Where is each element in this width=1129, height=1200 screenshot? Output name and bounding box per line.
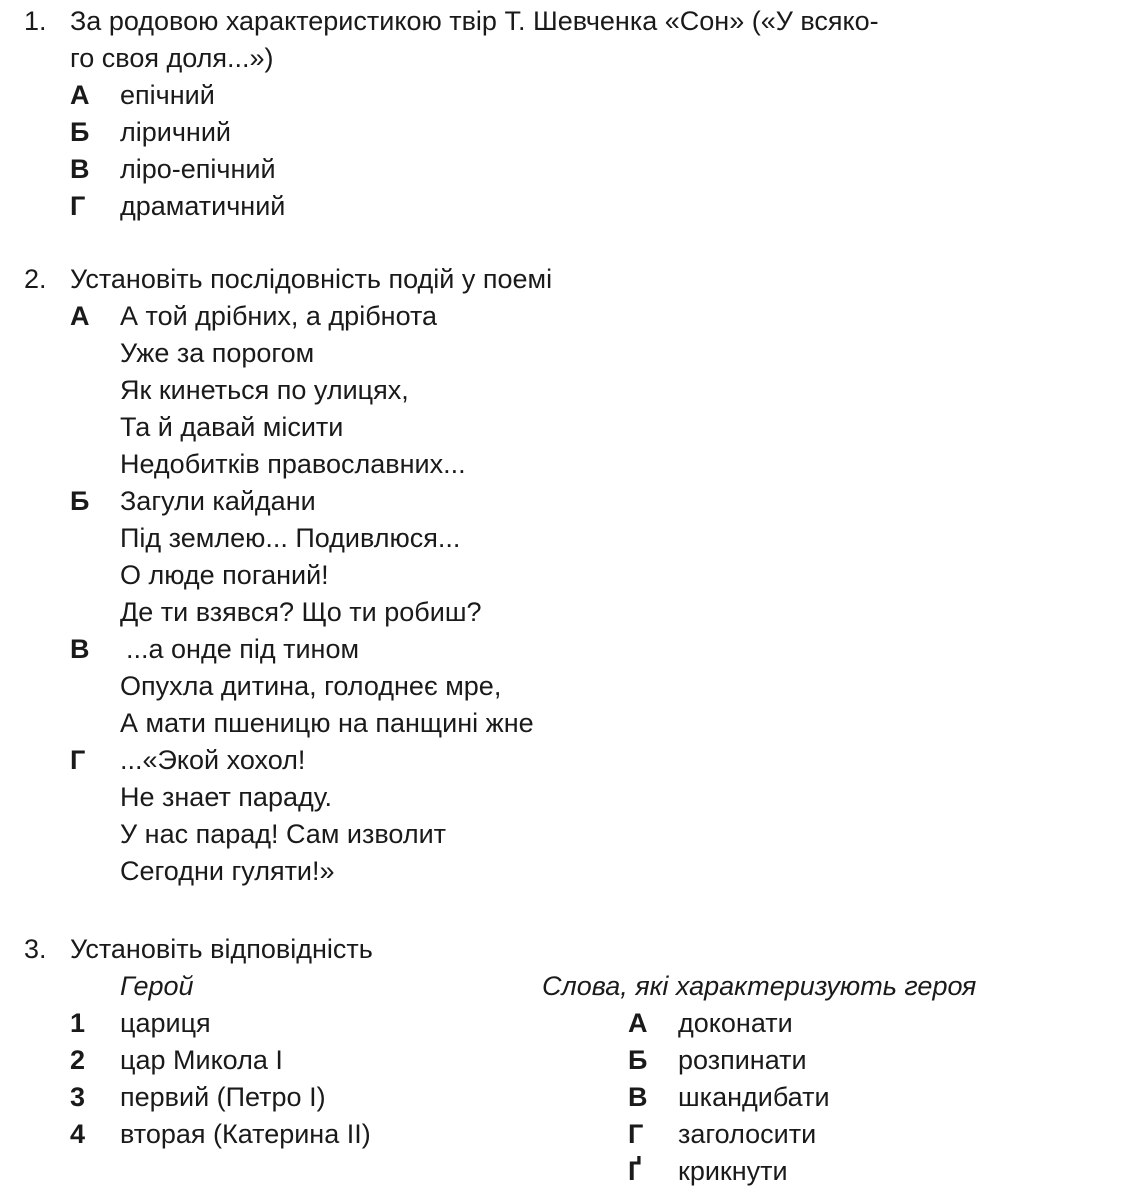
q3-number: 3.: [24, 934, 47, 964]
q1-option-b-text: ліричний: [120, 117, 231, 147]
q1-option-b-letter: Б: [70, 117, 90, 147]
q2-option-b-line: Загули кайдани: [120, 486, 316, 516]
q3-right-item-letter: В: [628, 1082, 648, 1112]
q1-option-a-text: епічний: [120, 80, 215, 110]
q2-option-a-line: Як кинеться по улицях,: [120, 375, 409, 405]
q1-option-d-text: драматичний: [120, 191, 286, 221]
q3-right-item-text: заголосити: [678, 1119, 817, 1149]
q2-option-d-line: ...«Экой хохол!: [120, 745, 306, 775]
q3-left-item-text: вторая (Катерина ІІ): [120, 1119, 371, 1149]
q3-right-item-text: доконати: [678, 1008, 793, 1038]
q2-option-c-letter: В: [70, 634, 90, 664]
q3-left-item-num: 4: [70, 1119, 86, 1149]
q2-option-c-line: А мати пшеницю на панщині жне: [120, 708, 534, 738]
q1-option-d-letter: Г: [70, 191, 86, 221]
q2-option-b-line: Під землею... Подивлюся...: [120, 523, 461, 553]
q1-number: 1.: [24, 6, 47, 36]
q3-left-item-num: 1: [70, 1008, 86, 1038]
q2-option-a-line: Та й давай місити: [120, 412, 344, 442]
q2-option-d-line: Сегодни гуляти!»: [120, 856, 335, 886]
q2-option-d-letter: Г: [70, 745, 86, 775]
q3-right-item-letter: Г: [628, 1119, 644, 1149]
q1-question-line1: За родовою характеристикою твір Т. Шевченка «Сон» («У всяко-: [70, 6, 879, 36]
q2-option-a-line: Недобитків православних...: [120, 449, 466, 479]
q1-option-a-letter: А: [70, 80, 90, 110]
q2-option-a-line: А той дрібних, а дрібнота: [120, 301, 438, 331]
q2-option-b-line: О люде поганий!: [120, 560, 329, 590]
q3-left-header: Герой: [120, 971, 194, 1001]
q1-question-line2: го своя доля...»): [70, 43, 274, 73]
q2-option-a-letter: А: [70, 301, 90, 331]
q2-option-b-letter: Б: [70, 486, 90, 516]
q3-left-item-num: 3: [70, 1082, 86, 1112]
q3-right-header: Слова, які характеризують героя: [542, 971, 977, 1001]
q3-right-item-text: крикнути: [678, 1156, 788, 1186]
q3-right-item-text: шкандибати: [678, 1082, 830, 1112]
q3-question: Установіть відповідність: [70, 934, 373, 964]
q3-right-item-text: розпинати: [678, 1045, 807, 1075]
q3-left-item-text: цар Микола І: [120, 1045, 283, 1075]
q3-right-item-letter: Ґ: [628, 1156, 642, 1186]
q1-option-c-letter: В: [70, 154, 90, 184]
q2-option-d-line: У нас парад! Сам изволит: [120, 819, 447, 849]
q3-left-item-num: 2: [70, 1045, 86, 1075]
q2-option-c-line: Опухла дитина, голоднеє мре,: [120, 671, 502, 701]
q3-left-item-text: цариця: [120, 1008, 211, 1038]
q2-option-a-line: Уже за порогом: [120, 338, 315, 368]
q3-left-item-text: первий (Петро І): [120, 1082, 326, 1112]
q1-option-c-text: ліро-епічний: [120, 154, 276, 184]
q3-right-item-letter: А: [628, 1008, 648, 1038]
q2-option-d-line: Не знает параду.: [120, 782, 333, 812]
q2-number: 2.: [24, 264, 47, 294]
q2-option-b-line: Де ти взявся? Що ти робиш?: [120, 597, 482, 627]
q2-option-c-line: ...а онде під тином: [126, 634, 360, 664]
q3-right-item-letter: Б: [628, 1045, 648, 1075]
q2-question: Установіть послідовність подій у поемі: [70, 264, 553, 294]
